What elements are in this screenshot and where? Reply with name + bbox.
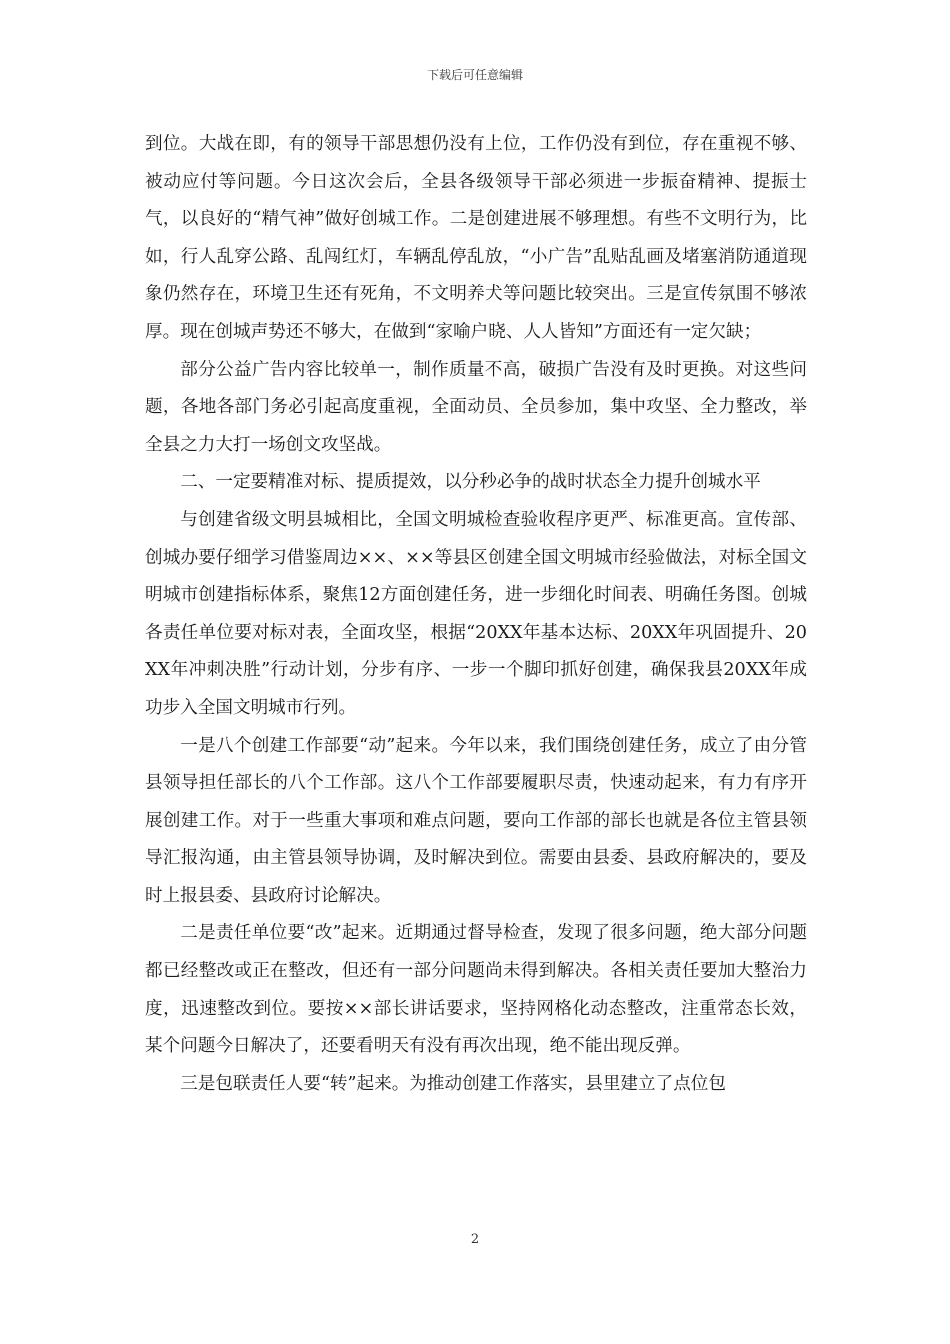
paragraph-2: 部分公益广告内容比较单一，制作质量不高，破损广告没有及时更换。对这些问题，各地各部门务必引起高度重视，全面动员、全员参加，集中攻坚、全力整改，举全县之力大打一场创文攻坚战。 <box>145 359 807 455</box>
section-heading-2: 二、一定要精准对标、提质提效，以分秒必争的战时状态全力提升创城水平 <box>180 472 761 493</box>
paragraph-6: 二是责任单位要“改”起来。近期通过督导检查，发现了很多问题，绝大部分问题都已经整改或正在整改，但还有一部分问题尚未得到解决。各相关责任要加大整治力度，迅速整改到位。要按××部长讲话要求，坚持网格化动态整改，注重常态长效，某个问题今日解决了，还要看明天有没有再次出现，绝不能出现反弹。 <box>145 923 807 1057</box>
paragraph-5: 一是八个创建工作部要“动”起来。今年以来，我们围绕创建任务，成立了由分管县领导担任部长的八个工作部。这八个工作部要履职尽责，快速动起来，有力有序开展创建工作。对于一些重大事项和难点问题，要向工作部的部长也就是各位主管县领导汇报沟通，由主管县领导协调，及时解决到位。需要由县委、县政府解决的，要及时上报县委、县政府讨论解决。 <box>145 735 807 906</box>
page-number: 2 <box>470 1232 480 1247</box>
paragraph-1: 到位。大战在即，有的领导干部思想仍没有上位，工作仍没有到位，存在重视不够、被动应付等问题。今日这次会后，全县各级领导干部必须进一步振奋精神、提振士气，以良好的“精气神”做好创城工作。二是创建进展不够理想。有些不文明行为，比如，行人乱穿公路、乱闯红灯，车辆乱停乱放，“小广告”乱贴乱画及堵塞消防通道现象仍然存在，环境卫生还有死角，不文明养犬等问题比较突出。三是宣传氛围不够浓厚。现在创城声势还不够大，在做到“家喻户晓、人人皆知”方面还有一定欠缺； <box>145 134 807 342</box>
document-body <box>145 126 807 1103</box>
paragraph-4: 与创建省级文明县城相比，全国文明城检查验收程序更严、标准更高。宣传部、创城办要仔细学习借鉴周边××、××等县区创建全国文明城市经验做法，对标全国文明城市创建指标体系，聚焦12方面创建任务，进一步细化时间表、明确任务图。创城各责任单位要对标对表，全面攻坚，根据“20XX年基本达标、20XX年巩固提升、20XX年冲刺决胜”行动计划，分步有序、一步一个脚印抓好创建，确保我县20XX年成功步入全国文明城市行列。 <box>145 509 807 718</box>
page-header: 下载后可任意编辑 <box>426 68 523 82</box>
paragraph-7: 三是包联责任人要“转”起来。为推动创建工作落实，县里建立了点位包 <box>180 1073 726 1094</box>
